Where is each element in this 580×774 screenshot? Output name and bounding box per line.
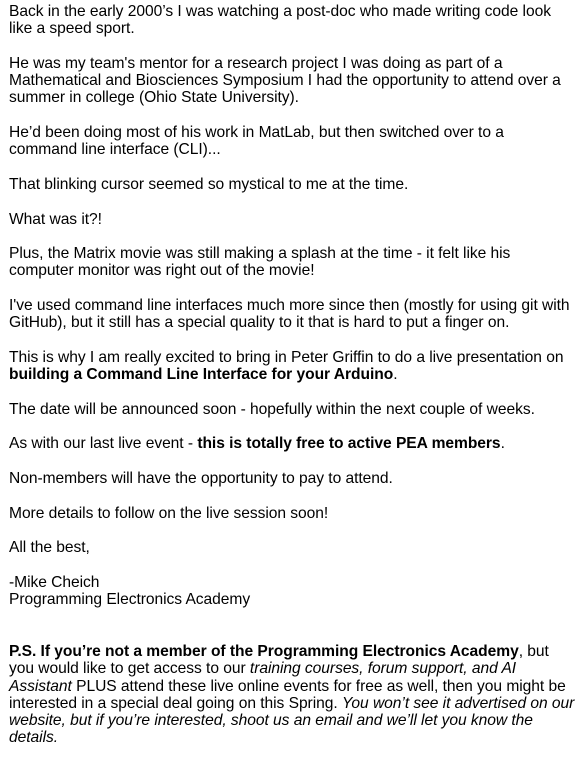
postscript-offer-note: You won’t see it advertised on our website, but if you’re interested, shoot us an email and we’ll let you know the details.	[9, 694, 575, 747]
postscript-text-1: , but you would like to get access to our	[9, 642, 549, 678]
paragraph-intro: Back in the early 2000’s I was watching a post-doc who made writing code look like a speed sport.	[9, 3, 551, 38]
announcement-topic: building a Command Line Interface for your Arduino	[9, 366, 394, 384]
free-event-tail: .	[500, 435, 505, 453]
announcement-tail: .	[393, 366, 398, 384]
paragraph-matlab: He’d been doing most of his work in MatLab, but then switched over to a command line interface (CLI)...	[9, 124, 504, 159]
paragraph-cursor: That blinking cursor seemed so mystical to me at the time.	[9, 175, 409, 193]
paragraph-question: What was it?!	[9, 210, 102, 228]
paragraph-date: The date will be announced soon - hopefully within the next couple of weeks.	[9, 400, 535, 418]
paragraph-matrix: Plus, the Matrix movie was still making a splash at the time - it felt like his computer monitor was right out of the movie!	[9, 245, 511, 280]
signature	[9, 574, 575, 609]
postscript-lead: P.S. If you’re not a member of the Programming Electronics Academy	[9, 642, 519, 660]
announcement-lead: This is why I am really excited to bring in Peter Griffin to do a live presentation on	[9, 348, 564, 366]
signature-name: -Mike Cheich	[9, 573, 100, 591]
email-body	[9, 3, 575, 764]
paragraph-free-event	[9, 435, 575, 452]
postscript-text-2: PLUS attend these live online events for free as well, then you might be interested in a special deal going on this Spring.	[9, 677, 566, 712]
closing-line: All the best,	[9, 539, 90, 557]
postscript-offerings: training courses, forum support, and AI Assistant	[9, 660, 517, 695]
paragraph-cli-usage: I've used command line interfaces much more since then (mostly for using git with GitHub), but it still has a special quality to it that is hard to put a finger on.	[9, 297, 570, 332]
signature-org: Programming Electronics Academy	[9, 591, 251, 609]
paragraph-details: More details to follow on the live session soon!	[9, 504, 329, 522]
free-event-lead: As with our last live event -	[9, 435, 198, 453]
paragraph-non-members: Non-members will have the opportunity to pay to attend.	[9, 470, 393, 488]
paragraph-announcement	[9, 349, 575, 384]
postscript	[9, 643, 575, 747]
paragraph-mentor: He was my team's mentor for a research project I was doing as part of a Mathematical and Biosciences Symposium I had the opportunity to attend over a summer in college (Ohio State University).	[9, 54, 561, 107]
free-event-highlight: this is totally free to active PEA members	[197, 435, 501, 453]
